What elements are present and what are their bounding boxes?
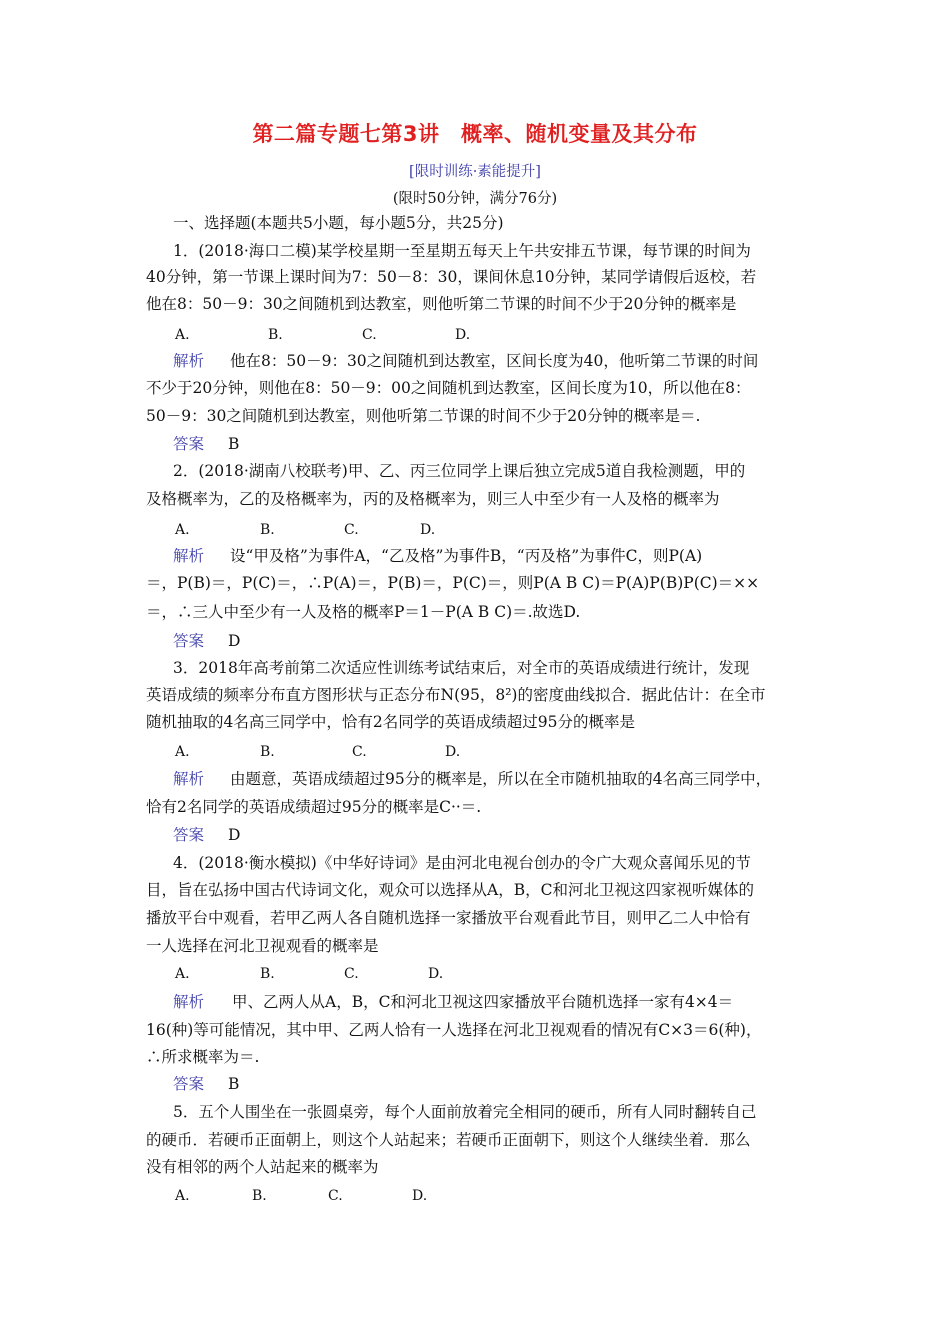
q2-line-2: 及格概率为，乙的及格概率为，丙的及格概率为，则三人中至少有一人及格的概率为: [146, 490, 720, 508]
q5-line-3: 没有相邻的两个人站起来的概率为: [146, 1158, 379, 1176]
q4-analysis-label: 解析: [173, 993, 205, 1011]
q3-analysis-1: 由题意，英语成绩超过95分的概率是，所以在全市随机抽取的4名高三同学中，: [230, 770, 772, 788]
q2-answer-label: 答案: [173, 632, 205, 650]
q2-option-d: D.: [420, 522, 436, 538]
q4-analysis-3: ∴所求概率为＝.: [146, 1048, 260, 1066]
q4-analysis-2: 16(种)等可能情况，其中甲、乙两人恰有一人选择在河北卫视观看的情况有C×3＝6(种)，: [146, 1021, 762, 1039]
q3-analysis-label: 解析: [173, 770, 205, 788]
q5-line-2: 的硬币．若硬币正面朝上，则这个人站起来；若硬币正面朝下，则这个人继续坐着．那么: [146, 1131, 751, 1149]
section-heading: 一、选择题(本题共5小题，每小题5分，共25分): [173, 214, 504, 232]
q1-option-b: B.: [268, 327, 283, 343]
q1-answer-label: 答案: [173, 435, 205, 453]
q4-line-3: 播放平台中观看，若甲乙两人各自随机选择一家播放平台观看此节目，则甲乙二人中恰有: [146, 909, 751, 927]
q1-analysis-label: 解析: [173, 352, 205, 370]
q1-analysis-3: 50－9：30之间随机到达教室，则他听第二节课的时间不少于20分钟的概率是＝.: [146, 407, 701, 425]
q3-option-a: A.: [175, 744, 190, 760]
page-title: 第二篇专题七第3讲 概率、随机变量及其分布: [252, 122, 698, 146]
q3-line-1: 3．2018年高考前第二次适应性训练考试结束后，对全市的英语成绩进行统计，发现: [173, 659, 750, 677]
q4-answer-label: 答案: [173, 1075, 205, 1093]
q4-line-4: 一人选择在河北卫视观看的概率是: [146, 937, 379, 955]
q3-analysis-2: 恰有2名同学的英语成绩超过95分的概率是C··＝.: [146, 798, 482, 816]
q1-line-3: 他在8：50－9：30之间随机到达教室，则他听第二节课的时间不少于20分钟的概率是: [146, 295, 737, 313]
q4-option-c: C.: [344, 966, 359, 982]
q5-option-b: B.: [252, 1188, 267, 1204]
q2-analysis-2: ＝，P(B)＝，P(C)＝，∴P(A)＝，P(B)＝，P(C)＝，则P(A B C)＝P(A)P(B)P(C)＝××: [146, 574, 760, 592]
q1-option-a: A.: [175, 327, 190, 343]
q4-option-b: B.: [260, 966, 275, 982]
q2-line-1: 2．(2018·湖南八校联考)甲、乙、丙三位同学上课后独立完成5道自我检测题，甲的: [173, 462, 746, 480]
q1-line-1: 1．(2018·海口二模)某学校星期一至星期五每天上午共安排五节课，每节课的时间为: [173, 242, 751, 260]
q2-analysis-1: 设“甲及格”为事件A，“乙及格”为事件B，“丙及格”为事件C，则P(A): [230, 547, 703, 565]
q3-line-2: 英语成绩的频率分布直方图形状与正态分布N(95，8²)的密度曲线拟合．据此估计：在全市: [146, 686, 766, 704]
time-limit: (限时50分钟，满分76分): [392, 191, 558, 207]
q3-answer: D: [228, 826, 241, 844]
q2-answer: D: [228, 632, 241, 650]
q4-answer: B: [228, 1075, 240, 1093]
q5-option-a: A.: [175, 1188, 190, 1204]
q3-option-d: D.: [445, 744, 461, 760]
q5-option-c: C.: [328, 1188, 343, 1204]
q3-option-b: B.: [260, 744, 275, 760]
q3-answer-label: 答案: [173, 826, 205, 844]
q1-answer: B: [228, 435, 240, 453]
q5-option-d: D.: [412, 1188, 428, 1204]
q5-line-1: 5．五个人围坐在一张圆桌旁，每个人面前放着完全相同的硬币，所有人同时翻转自己: [173, 1103, 757, 1121]
q1-line-2: 40分钟，第一节课上课时间为7：50－8：30，课间休息10分钟，某同学请假后返校，若: [146, 268, 757, 286]
page-subtitle: [限时训练·素能提升]: [409, 164, 541, 180]
q4-option-d: D.: [428, 966, 444, 982]
q2-option-c: C.: [344, 522, 359, 538]
q1-analysis-2: 不少于20分钟，则他在8：50－9：00之间随机到达教室，区间长度为10，所以他在8：: [146, 379, 751, 397]
q4-line-2: 目，旨在弘扬中国古代诗词文化，观众可以选择从A，B，C和河北卫视这四家视听媒体的: [146, 881, 754, 899]
q2-option-b: B.: [260, 522, 275, 538]
q3-option-c: C.: [352, 744, 367, 760]
q2-option-a: A.: [175, 522, 190, 538]
q3-line-3: 随机抽取的4名高三同学中，恰有2名同学的英语成绩超过95分的概率是: [146, 713, 635, 731]
q4-analysis-1: 甲、乙两人从A，B，C和河北卫视这四家播放平台随机选择一家有4×4＝: [232, 993, 734, 1011]
q2-analysis-label: 解析: [173, 547, 205, 565]
q1-option-c: C.: [362, 327, 377, 343]
q1-analysis-1: 他在8：50－9：30之间随机到达教室，区间长度为40，他听第二节课的时间: [230, 352, 759, 370]
q4-option-a: A.: [175, 966, 190, 982]
q1-option-d: D.: [455, 327, 471, 343]
q2-analysis-3: ＝，∴三人中至少有一人及格的概率P＝1－P(A B C)＝.故选D.: [146, 603, 581, 621]
q4-line-1: 4．(2018·衡水模拟)《中华好诗词》是由河北电视台创办的令广大观众喜闻乐见的节: [173, 854, 751, 872]
